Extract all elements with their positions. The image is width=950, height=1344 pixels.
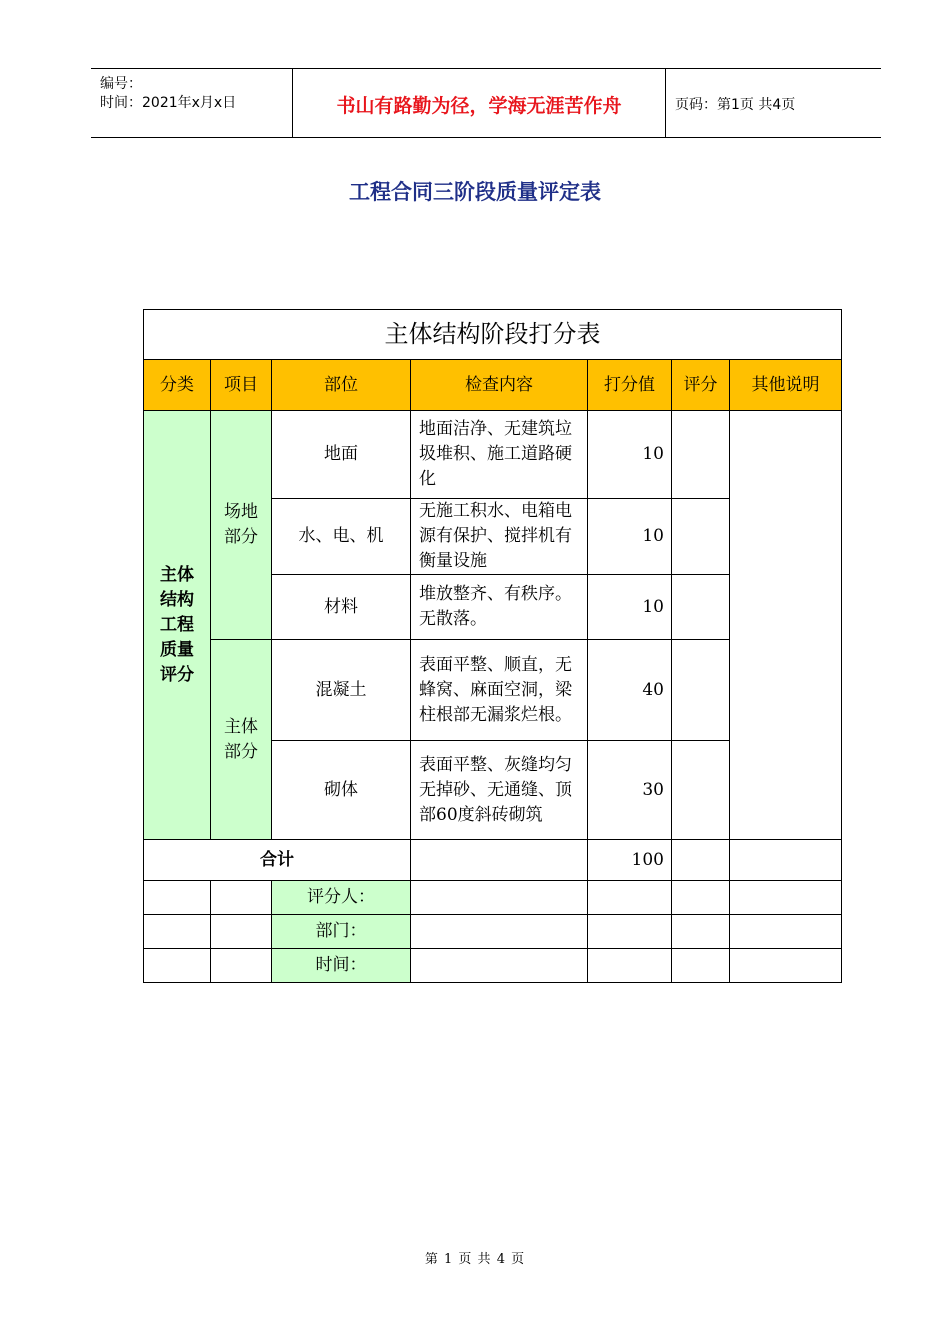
score-cell: 30 (588, 741, 672, 840)
content-cell: 无施工积水、电箱电源有保护、搅拌机有衡量设施 (411, 499, 588, 575)
rater-field[interactable] (411, 881, 588, 915)
page-header (91, 68, 881, 138)
group-cell-main: 主体部分 (211, 640, 272, 840)
content-cell: 堆放整齐、有秩序。无散落。 (411, 575, 588, 640)
rating-cell[interactable] (672, 741, 730, 840)
document-title: 工程合同三阶段质量评定表 (349, 180, 601, 204)
column-header-category: 分类 (144, 360, 211, 411)
rating-cell[interactable] (672, 411, 730, 499)
department-label: 部门： (272, 915, 411, 949)
sign-row-department (144, 915, 842, 949)
score-cell: 10 (588, 575, 672, 640)
score-cell: 40 (588, 640, 672, 741)
rating-cell[interactable] (672, 575, 730, 640)
total-row (144, 840, 842, 881)
location-cell: 混凝土 (272, 640, 411, 741)
table-title-row (144, 310, 842, 360)
rating-cell[interactable] (672, 640, 730, 741)
column-header-rating: 评分 (672, 360, 730, 411)
header-motto-cell (293, 69, 666, 137)
score-cell: 10 (588, 499, 672, 575)
category-cell: 主体结构工程质量评分 (144, 411, 211, 840)
total-score: 100 (588, 840, 672, 881)
location-cell: 材料 (272, 575, 411, 640)
sign-row-rater (144, 881, 842, 915)
location-cell: 水、电、机 (272, 499, 411, 575)
content-cell: 表面平整、顺直，无蜂窝、麻面空洞，梁柱根部无漏浆烂根。 (411, 640, 588, 741)
total-content-cell (411, 840, 588, 881)
group-cell-site: 场地部分 (211, 411, 272, 640)
column-header-notes: 其他说明 (730, 360, 842, 411)
table-title: 主体结构阶段打分表 (144, 310, 842, 360)
content-cell: 表面平整、灰缝均匀无掉砂、无通缝、顶部60度斜砖砌筑 (411, 741, 588, 840)
total-notes-cell[interactable] (730, 840, 842, 881)
notes-cell[interactable] (730, 411, 842, 840)
location-cell: 砌体 (272, 741, 411, 840)
column-header-item: 项目 (211, 360, 272, 411)
page-number-label: 页码：第1页 共4页 (675, 97, 796, 113)
column-header-score-value: 打分值 (588, 360, 672, 411)
score-cell: 10 (588, 411, 672, 499)
header-page-cell (666, 69, 881, 137)
column-header-content: 检查内容 (411, 360, 588, 411)
total-label: 合计 (144, 840, 411, 881)
header-info-cell (91, 69, 293, 137)
rating-cell[interactable] (672, 499, 730, 575)
table-header-row (144, 360, 842, 411)
sign-row-time (144, 949, 842, 983)
department-field[interactable] (411, 915, 588, 949)
serial-label: 编号： (100, 76, 142, 92)
date-label: 时间：2021年x月x日 (100, 95, 237, 111)
score-table (143, 309, 842, 983)
time-label: 时间： (272, 949, 411, 983)
column-header-location: 部位 (272, 360, 411, 411)
table-row (144, 411, 842, 499)
time-field[interactable] (411, 949, 588, 983)
rater-label: 评分人： (272, 881, 411, 915)
motto-text: 书山有路勤为径，学海无涯苦作舟 (336, 95, 622, 117)
content-cell: 地面洁净、无建筑垃圾堆积、施工道路硬化 (411, 411, 588, 499)
location-cell: 地面 (272, 411, 411, 499)
page-footer: 第 1 页 共 4 页 (424, 1252, 526, 1267)
total-rating-cell[interactable] (672, 840, 730, 881)
